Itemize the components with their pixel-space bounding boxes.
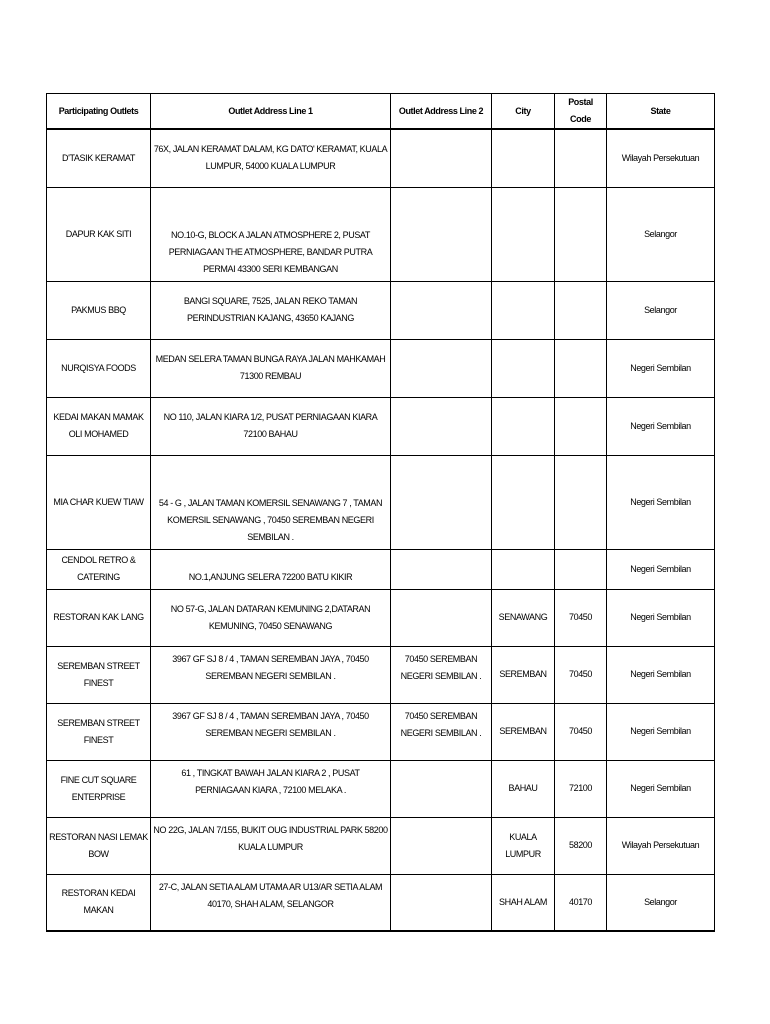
city [492, 397, 555, 455]
address-line-1: 3967 GF SJ 8 / 4 , TAMAN SEREMBAN JAYA , 70450 SEREMBAN NEGERI SEMBILAN . [151, 646, 391, 703]
address-line-2: 70450 SEREMBAN NEGERI SEMBILAN . [391, 646, 492, 703]
address-line-1: NO 110, JALAN KIARA 1/2, PUSAT PERNIAGAAN KIARA 72100 BAHAU [151, 397, 391, 455]
state: Selangor [607, 874, 715, 931]
state: Negeri Sembilan [607, 589, 715, 646]
state: Selangor [607, 281, 715, 339]
address-line-1: MEDAN SELERA TAMAN BUNGA RAYA JALAN MAHKAMAH 71300 REMBAU [151, 339, 391, 397]
outlet-name: RESTORAN KAK LANG [47, 589, 151, 646]
address-line-2 [391, 187, 492, 281]
postal-code: 70450 [555, 646, 607, 703]
table-row [47, 187, 715, 281]
state: Wilayah Persekutuan [607, 817, 715, 874]
table-row [47, 549, 715, 589]
city [492, 455, 555, 549]
header-city: City [492, 94, 555, 130]
postal-code [555, 397, 607, 455]
address-line-2 [391, 281, 492, 339]
header-outlet-address-line-1: Outlet Address Line 1 [151, 94, 391, 130]
outlet-name: PAKMUS BBQ [47, 281, 151, 339]
table-row [47, 703, 715, 760]
address-line-2 [391, 589, 492, 646]
address-line-1: 3967 GF SJ 8 / 4 , TAMAN SEREMBAN JAYA , 70450 SEREMBAN NEGERI SEMBILAN . [151, 703, 391, 760]
table-row [47, 397, 715, 455]
postal-code [555, 339, 607, 397]
address-line-2 [391, 549, 492, 589]
table-row [47, 281, 715, 339]
address-line-2 [391, 760, 492, 817]
city [492, 187, 555, 281]
outlet-name: SEREMBAN STREET FINEST [47, 646, 151, 703]
header-postal-code: Postal Code [555, 94, 607, 130]
outlet-name: DAPUR KAK SITI [47, 187, 151, 281]
city [492, 129, 555, 187]
header-state: State [607, 94, 715, 130]
outlet-name: RESTORAN NASI LEMAK BOW [47, 817, 151, 874]
address-line-2 [391, 397, 492, 455]
table-row [47, 589, 715, 646]
postal-code [555, 129, 607, 187]
address-line-2 [391, 817, 492, 874]
address-line-1: 61 , TINGKAT BAWAH JALAN KIARA 2 , PUSAT PERNIAGAAN KIARA , 72100 MELAKA . [151, 760, 391, 817]
city: KUALA LUMPUR [492, 817, 555, 874]
address-line-2 [391, 129, 492, 187]
address-line-1: NO.1,ANJUNG SELERA 72200 BATU KIKIR [151, 549, 391, 589]
state: Negeri Sembilan [607, 646, 715, 703]
table-row [47, 339, 715, 397]
state: Negeri Sembilan [607, 760, 715, 817]
postal-code [555, 187, 607, 281]
outlet-name: NURQISYA FOODS [47, 339, 151, 397]
city [492, 549, 555, 589]
address-line-2: 70450 SEREMBAN NEGERI SEMBILAN . [391, 703, 492, 760]
table-row [47, 455, 715, 549]
header-row [47, 94, 715, 130]
city: SENAWANG [492, 589, 555, 646]
table-row [47, 129, 715, 187]
address-line-1: NO 57-G, JALAN DATARAN KEMUNING 2,DATARAN KEMUNING, 70450 SENAWANG [151, 589, 391, 646]
state: Negeri Sembilan [607, 339, 715, 397]
postal-code: 72100 [555, 760, 607, 817]
postal-code: 70450 [555, 589, 607, 646]
postal-code [555, 455, 607, 549]
postal-code [555, 549, 607, 589]
state: Negeri Sembilan [607, 703, 715, 760]
outlet-name: CENDOL RETRO & CATERING [47, 549, 151, 589]
table-row [47, 817, 715, 874]
postal-code [555, 281, 607, 339]
city: SHAH ALAM [492, 874, 555, 931]
outlet-name: RESTORAN KEDAI MAKAN [47, 874, 151, 931]
state: Negeri Sembilan [607, 397, 715, 455]
table-row [47, 760, 715, 817]
address-line-2 [391, 339, 492, 397]
postal-code: 58200 [555, 817, 607, 874]
city [492, 281, 555, 339]
outlets-table [46, 93, 715, 932]
city: SEREMBAN [492, 646, 555, 703]
state: Selangor [607, 187, 715, 281]
state: Negeri Sembilan [607, 549, 715, 589]
address-line-1: 54 - G , JALAN TAMAN KOMERSIL SENAWANG 7 , TAMAN KOMERSIL SENAWANG , 70450 SEREMBAN NEGERI SEMBILAN . [151, 455, 391, 549]
address-line-1: NO 22G, JALAN 7/155, BUKIT OUG INDUSTRIAL PARK 58200 KUALA LUMPUR [151, 817, 391, 874]
state: Negeri Sembilan [607, 455, 715, 549]
table-row [47, 646, 715, 703]
state: Wilayah Persekutuan [607, 129, 715, 187]
header-outlet-address-line-2: Outlet Address Line 2 [391, 94, 492, 130]
address-line-1: 76X, JALAN KERAMAT DALAM, KG DATO' KERAMAT, KUALA LUMPUR, 54000 KUALA LUMPUR [151, 129, 391, 187]
address-line-1: BANGI SQUARE, 7525, JALAN REKO TAMAN PERINDUSTRIAN KAJANG, 43650 KAJANG [151, 281, 391, 339]
city: SEREMBAN [492, 703, 555, 760]
table-row [47, 874, 715, 931]
outlet-name: D'TASIK KERAMAT [47, 129, 151, 187]
address-line-1: 27-C, JALAN SETIA ALAM UTAMA AR U13/AR SETIA ALAM 40170, SHAH ALAM, SELANGOR [151, 874, 391, 931]
city: BAHAU [492, 760, 555, 817]
outlet-name: MIA CHAR KUEW TIAW [47, 455, 151, 549]
outlet-name: KEDAI MAKAN MAMAK OLI MOHAMED [47, 397, 151, 455]
city [492, 339, 555, 397]
outlet-name: SEREMBAN STREET FINEST [47, 703, 151, 760]
address-line-2 [391, 455, 492, 549]
outlet-name: FINE CUT SQUARE ENTERPRISE [47, 760, 151, 817]
address-line-2 [391, 874, 492, 931]
postal-code: 40170 [555, 874, 607, 931]
address-line-1: NO.10-G, BLOCK A JALAN ATMOSPHERE 2, PUSAT PERNIAGAAN THE ATMOSPHERE, BANDAR PUTRA PERMAI 43300 SERI KEMBANGAN [151, 187, 391, 281]
header-participating-outlets: Participating Outlets [47, 94, 151, 130]
postal-code: 70450 [555, 703, 607, 760]
